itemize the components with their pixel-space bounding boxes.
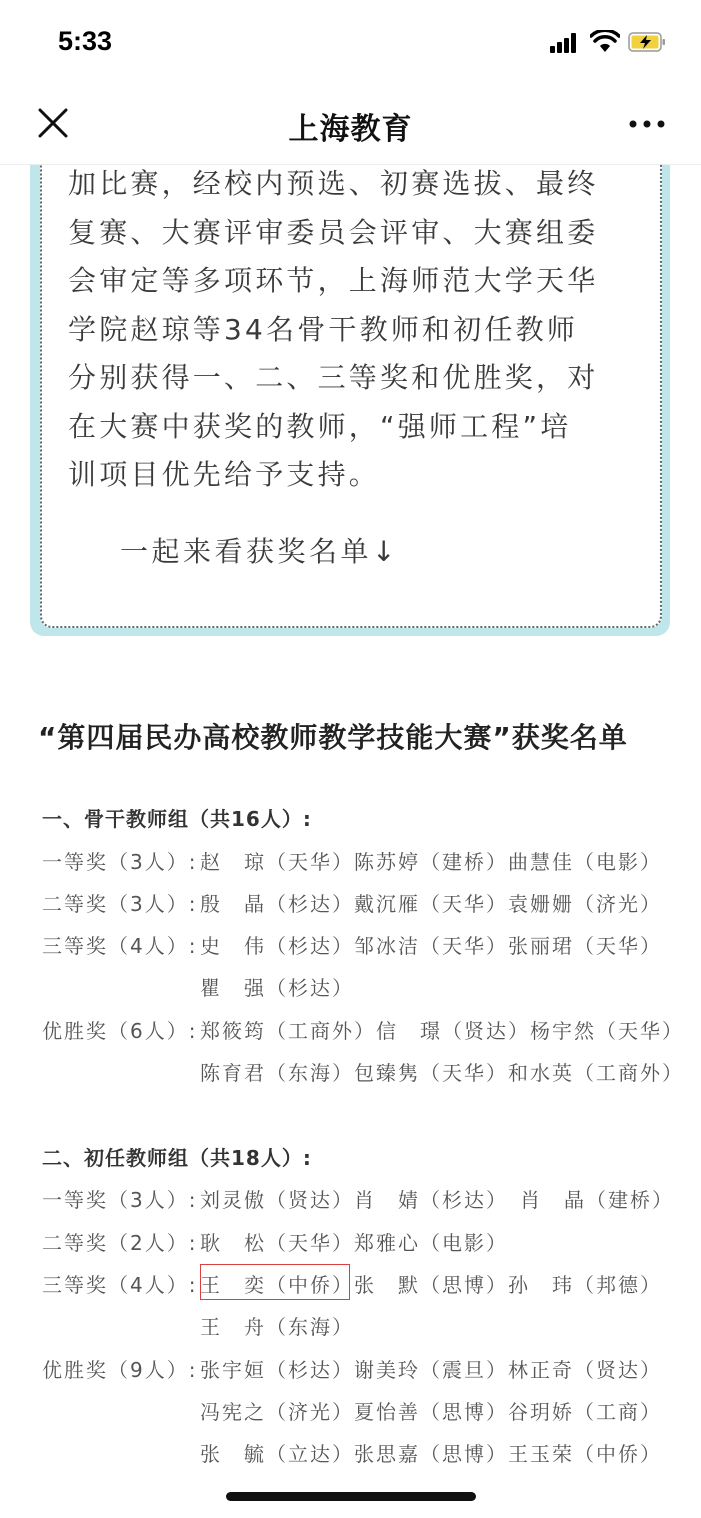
wifi-icon	[590, 30, 620, 54]
intro-line: 分别获得一、二、三等奖和优胜奖，对	[68, 361, 599, 394]
award-row-names: 张宇姮（杉达）谢美玲（震旦）林正奇（贤达）	[200, 1358, 662, 1382]
status-bar	[0, 0, 701, 84]
status-time: 5:33	[58, 26, 113, 56]
intro-line: 会审定等多项环节，上海师范大学天华	[68, 264, 599, 297]
intro-line: 训项目优先给予支持。	[68, 458, 381, 491]
award-row-label: 三等奖（4人）:	[42, 934, 198, 958]
award-list-title: “第四届民办高校教师教学技能大赛”获奖名单	[38, 721, 628, 754]
award-row-names: 瞿 强（杉达）	[200, 976, 354, 1000]
award-row-names: 冯宪之（济光）夏怡善（思博）谷玥娇（工商）	[200, 1400, 662, 1424]
award-row-names: 陈育君（东海）包臻隽（天华）和水英（工商外）	[200, 1061, 684, 1085]
award-row-label: 优胜奖（6人）:	[42, 1019, 198, 1043]
highlight-box	[200, 1264, 350, 1300]
intro-line: 在大赛中获奖的教师，“强师工程”培	[68, 409, 572, 443]
home-indicator[interactable]	[226, 1492, 476, 1501]
award-row-label: 二等奖（3人）:	[42, 892, 198, 916]
award-row-label: 优胜奖（9人）:	[42, 1358, 198, 1382]
intro-line: 加比赛，经校内预选、初赛选拔、最终	[68, 167, 599, 200]
award-row-names: 殷 晶（杉达）戴沉雁（天华）袁姗姗（济光）	[200, 892, 662, 916]
group-heading: 一、骨干教师组（共16人）:	[42, 807, 312, 831]
more-options-icon[interactable]	[628, 110, 666, 138]
nav-bar	[0, 84, 701, 165]
award-row-names: 张 毓（立达）张思嘉（思博）王玉荣（中侨）	[200, 1442, 662, 1466]
award-row-label: 三等奖（4人）:	[42, 1273, 198, 1297]
lead-line: 一起来看获奖名单↓	[120, 535, 399, 568]
award-row-label: 二等奖（2人）:	[42, 1231, 198, 1255]
award-row-label: 一等奖（3人）:	[42, 1188, 198, 1212]
award-row-names: 赵 琼（天华）陈苏婷（建桥）曲慧佳（电影）	[200, 850, 662, 874]
award-row-label: 一等奖（3人）:	[42, 850, 198, 874]
intro-line: 学院赵琼等34名骨干教师和初任教师	[68, 312, 579, 346]
intro-paragraph	[68, 160, 634, 500]
award-row-names: 郑筱筠（工商外）信 璟（贤达）杨宇然（天华）	[200, 1019, 684, 1043]
award-row-names: 耿 松（天华）郑雅心（电影）	[200, 1231, 508, 1255]
battery-charging-icon	[628, 32, 666, 52]
award-row-names: 史 伟（杉达）邹冰洁（天华）张丽珺（天华）	[200, 934, 662, 958]
award-row-names: 王 奕（中侨）张 默（思博）孙 玮（邦德）	[200, 1273, 662, 1297]
intro-line: 复赛、大赛评审委员会评审、大赛组委	[68, 215, 599, 249]
award-row-names: 刘灵傲（贤达）肖 婧（杉达） 肖 晶（建桥）	[200, 1188, 674, 1212]
award-row-names: 王 舟（东海）	[200, 1315, 354, 1339]
cellular-signal-icon	[550, 33, 578, 53]
group-heading: 二、初任教师组（共18人）:	[42, 1146, 312, 1170]
page-title: 上海教育	[288, 112, 413, 147]
